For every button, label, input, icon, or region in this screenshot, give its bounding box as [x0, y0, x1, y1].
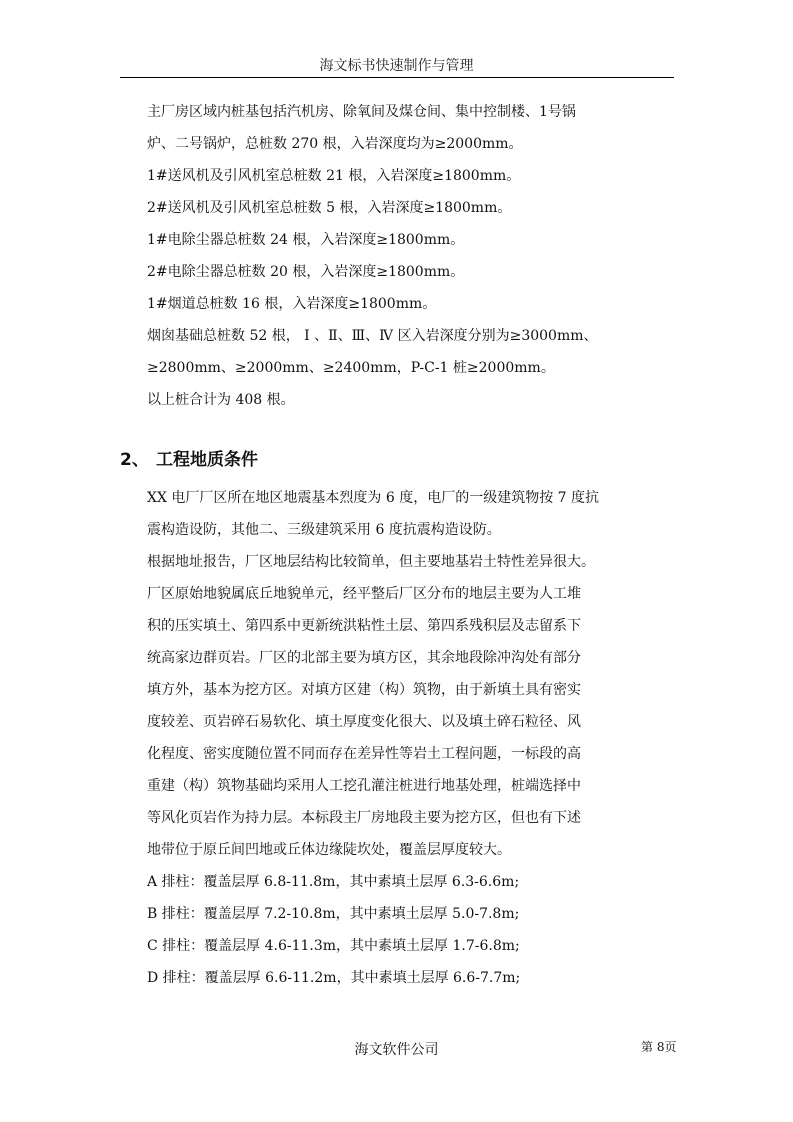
text-line: 1#电除尘器总桩数 24 根，入岩深度≥1800mm。: [147, 232, 465, 248]
text-line: 震构造设防，其他二、三级建筑采用 6 度抗震构造设防。: [147, 522, 501, 538]
page-header-title: 海文标书快速制作与管理: [319, 58, 474, 74]
text-line: 1#送风机及引风机室总桩数 21 根，入岩深度≥1800mm。: [147, 168, 521, 184]
text-line: 以上桩合计为 408 根。: [147, 392, 295, 408]
text-line: 烟囱基础总桩数 52 根， Ⅰ 、Ⅱ、Ⅲ、Ⅳ 区入岩深度分别为≥3000mm、: [147, 328, 598, 344]
section-heading: [120, 446, 680, 474]
column-row-c: C 排柱：覆盖层厚 4.6-11.3m，其中素填土层厚 1.7-6.8m;: [147, 938, 520, 954]
text-line: 度较差、页岩碎石易软化、填土厚度变化很大、以及填土碎石粒径、风: [147, 714, 581, 730]
geology-section: [120, 482, 680, 994]
text-line: 炉、二号锅炉，总桩数 270 根，入岩深度均为≥2000mm。: [147, 136, 523, 152]
text-line: 化程度、密实度随位置不同而存在差异性等岩土工程问题，一标段的高: [147, 746, 581, 762]
text-line: ≥2800mm、≥2000mm、≥2400mm，P-C-1 桩≥2000mm。: [147, 360, 555, 376]
text-line: 厂区原始地貌属底丘地貌单元，经平整后厂区分布的地层主要为人工堆: [147, 586, 581, 602]
text-line: XX 电厂厂区所在地区地震基本烈度为 6 度，电厂的一级建筑物按 7 度抗: [147, 490, 599, 506]
section-number: 2、: [120, 450, 149, 470]
column-row-b: B 排柱：覆盖层厚 7.2-10.8m，其中素填土层厚 5.0-7.8m;: [147, 906, 520, 922]
text-line: 根据地址报告，厂区地层结构比较简单，但主要地基岩土特性差异很大。: [147, 554, 595, 570]
text-line: 统高家边群页岩。厂区的北部主要为填方区，其余地段除冲沟处有部分: [147, 650, 581, 666]
header-divider: [120, 77, 674, 78]
text-line: 等风化页岩作为持力层。本标段主厂房地段主要为挖方区，但也有下述: [147, 810, 581, 826]
text-line: 2#送风机及引风机室总桩数 5 根，入岩深度≥1800mm。: [147, 200, 512, 216]
column-row-a: A 排柱：覆盖层厚 6.8-11.8m，其中素填土层厚 6.3-6.6m;: [147, 874, 520, 890]
footer-company: 海文软件公司: [354, 1042, 439, 1058]
page-number: 第 8页: [641, 1040, 677, 1054]
column-row-d: D 排柱：覆盖层厚 6.6-11.2m，其中素填土层厚 6.6-7.7m;: [147, 970, 521, 986]
document-body: [120, 96, 680, 994]
text-line: 地带位于原丘间凹地或丘体边缘陡坎处，覆盖层厚度较大。: [147, 842, 511, 858]
text-line: 1#烟道总桩数 16 根，入岩深度≥1800mm。: [147, 296, 437, 312]
text-line: 重建（构）筑物基础均采用人工挖孔灌注桩进行地基处理，桩端选择中: [147, 778, 581, 794]
text-line: 2#电除尘器总桩数 20 根，入岩深度≥1800mm。: [147, 264, 465, 280]
text-line: 填方外，基本为挖方区。对填方区建（构）筑物，由于新填土具有密实: [147, 682, 581, 698]
text-line: 积的压实填土、第四系中更新统洪粘性土层、第四系残积层及志留系下: [147, 618, 581, 634]
text-line: 主厂房区域内桩基包括汽机房、除氧间及煤仓间、集中控制楼、1号锅: [147, 104, 576, 120]
pile-summary-section: [120, 96, 680, 416]
section-title: 工程地质条件: [156, 450, 258, 470]
